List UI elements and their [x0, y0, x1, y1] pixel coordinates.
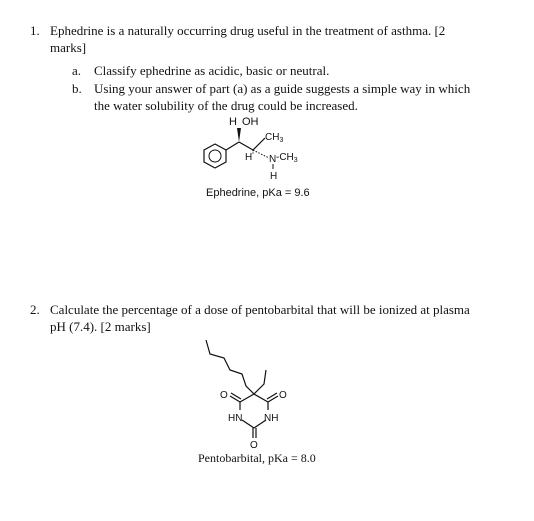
ephedrine-benzene-ring	[204, 144, 226, 168]
question-2	[30, 301, 520, 335]
question-2-text-line2: pH (7.4). [2 marks]	[50, 319, 151, 334]
part-b-text-line2: the water solubility of the drug could be increased.	[94, 98, 358, 113]
pentobarbital-nh: NH	[264, 413, 279, 424]
pentobarbital-structure	[196, 338, 306, 450]
part-a-text: Classify ephedrine as acidic, basic or neutral.	[94, 63, 330, 78]
ephedrine-h-label: H	[229, 116, 237, 128]
ephedrine-nh-label: H	[270, 171, 278, 182]
question-2-number: 2.	[30, 302, 40, 317]
question-1-text-line1: Ephedrine is a naturally occurring drug useful in the treatment of asthma. [2	[50, 23, 446, 38]
pentobarbital-caption: Pentobarbital, pKa = 8.0	[198, 451, 316, 465]
part-b-label: b.	[72, 81, 82, 96]
part-b-text-line1: Using your answer of part (a) as a guide suggests a simple way in which	[94, 81, 471, 96]
ephedrine-structure	[195, 114, 335, 184]
ephedrine-ch3-n-label: $-CH_3$	[276, 152, 298, 164]
pentobarbital-pentyl-chain	[206, 340, 254, 394]
pentobarbital-o-left: O	[220, 390, 228, 401]
question-1-part-b	[72, 80, 522, 114]
question-1-part-a	[72, 62, 512, 79]
question-1-number: 1.	[30, 23, 40, 38]
ephedrine-oh-label: OH	[242, 116, 259, 128]
question-1-text-line2: marks]	[50, 40, 87, 55]
question-2-text-line1: Calculate the percentage of a dose of pentobarbital that will be ionized at plasma	[50, 302, 470, 317]
ephedrine-h-stereo-label: H	[245, 152, 253, 163]
pentobarbital-o-bottom: O	[250, 440, 258, 450]
pentobarbital-ethyl-group	[254, 370, 266, 394]
question-1	[30, 22, 520, 56]
ephedrine-caption: Ephedrine, pKa = 9.6	[206, 187, 310, 199]
ephedrine-n-label: N	[269, 154, 277, 165]
pentobarbital-o-right: O	[279, 390, 287, 401]
pentobarbital-hn: HN	[228, 413, 243, 424]
ephedrine-ch3-top-label: $CH_3$	[265, 132, 284, 144]
part-a-label: a.	[72, 63, 82, 78]
